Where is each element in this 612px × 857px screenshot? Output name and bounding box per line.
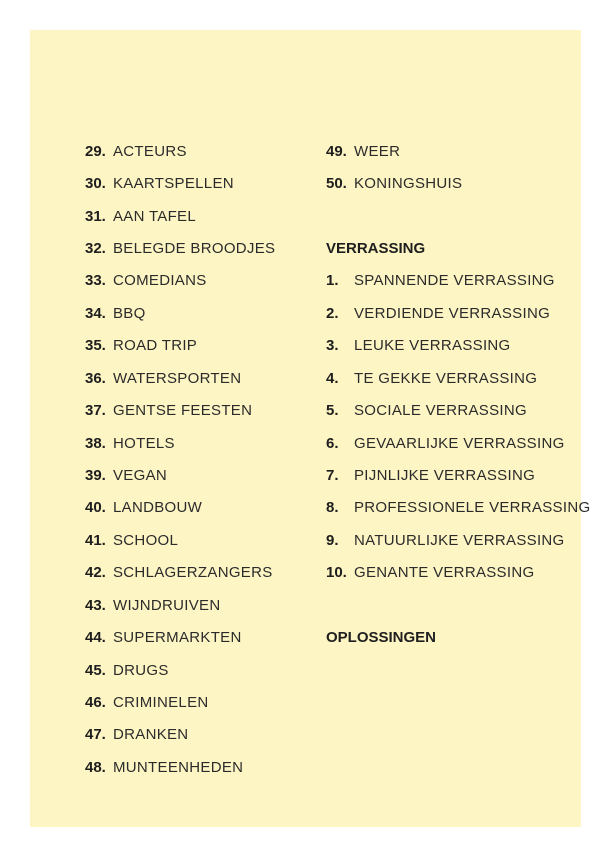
item-label: LANDBOUW	[113, 499, 203, 516]
item-label: GENANTE VERRASSING	[354, 564, 535, 581]
item-label: TE GEKKE VERRASSING	[354, 370, 538, 387]
list-item[interactable]	[85, 208, 196, 226]
list-item[interactable]	[85, 597, 220, 615]
list-item[interactable]	[326, 564, 534, 582]
item-label: PROFESSIONELE VERRASSING	[354, 499, 591, 516]
item-number: 38.	[85, 435, 106, 452]
list-item[interactable]	[85, 143, 187, 161]
item-number: 31.	[85, 208, 106, 225]
item-label: BELEGDE BROODJES	[113, 240, 276, 257]
list-item[interactable]	[85, 662, 169, 680]
list-item[interactable]	[85, 532, 178, 550]
item-number: 46.	[85, 694, 106, 711]
item-number: 6.	[326, 435, 339, 452]
list-item[interactable]	[326, 370, 537, 388]
item-label: HOTELS	[113, 435, 175, 452]
item-number: 9.	[326, 532, 339, 549]
item-label: COMEDIANS	[113, 272, 207, 289]
item-label: BBQ	[113, 305, 146, 322]
item-label: WEER	[354, 143, 401, 160]
item-label: DRUGS	[113, 662, 169, 679]
item-label: KAARTSPELLEN	[113, 175, 234, 192]
item-number: 45.	[85, 662, 106, 679]
item-number: 29.	[85, 143, 106, 160]
item-label: SCHOOL	[113, 532, 179, 549]
item-number: 41.	[85, 532, 106, 549]
item-label: GENTSE FEESTEN	[113, 402, 253, 419]
list-item[interactable]	[326, 272, 555, 290]
item-number: 43.	[85, 597, 106, 614]
item-label: SCHLAGERZANGERS	[113, 564, 273, 581]
item-label: SPANNENDE VERRASSING	[354, 272, 555, 289]
item-number: 49.	[326, 143, 347, 160]
item-label: VEGAN	[113, 467, 168, 484]
list-item[interactable]	[85, 499, 202, 517]
item-label: NATUURLIJKE VERRASSING	[354, 532, 565, 549]
list-item[interactable]	[85, 759, 243, 777]
item-label: ROAD TRIP	[113, 337, 198, 354]
list-item[interactable]	[85, 175, 234, 193]
item-number: 3.	[326, 337, 339, 354]
list-item[interactable]	[85, 564, 273, 582]
item-label: PIJNLIJKE VERRASSING	[354, 467, 536, 484]
list-item[interactable]	[326, 305, 550, 323]
list-item[interactable]	[85, 629, 242, 647]
item-label: WIJNDRUIVEN	[113, 597, 221, 614]
item-number: 50.	[326, 175, 347, 192]
page	[30, 30, 591, 827]
item-number: 47.	[85, 726, 106, 743]
list-item[interactable]	[85, 305, 146, 323]
section-heading-oplossingen[interactable]: OPLOSSINGEN	[326, 629, 437, 646]
list-item[interactable]	[85, 402, 252, 420]
item-number: 36.	[85, 370, 106, 387]
list-item[interactable]	[326, 499, 590, 517]
item-label: CRIMINELEN	[113, 694, 209, 711]
item-number: 37.	[85, 402, 106, 419]
list-item[interactable]	[85, 435, 175, 453]
item-number: 39.	[85, 467, 106, 484]
list-item[interactable]	[85, 370, 241, 388]
item-number: 4.	[326, 370, 339, 387]
item-label: SUPERMARKTEN	[113, 629, 242, 646]
item-number: 7.	[326, 467, 339, 484]
item-label: WATERSPORTEN	[113, 370, 242, 387]
item-label: MUNTEENHEDEN	[113, 759, 244, 776]
item-number: 48.	[85, 759, 106, 776]
item-number: 42.	[85, 564, 106, 581]
list-item[interactable]	[326, 435, 565, 453]
item-number: 40.	[85, 499, 106, 516]
item-number: 5.	[326, 402, 339, 419]
item-label: GEVAARLIJKE VERRASSING	[354, 435, 565, 452]
list-item[interactable]	[326, 337, 511, 355]
item-label: DRANKEN	[113, 726, 189, 743]
list-item[interactable]	[85, 337, 197, 355]
item-number: 33.	[85, 272, 106, 289]
list-item[interactable]	[85, 694, 209, 712]
item-label: AAN TAFEL	[113, 208, 197, 225]
list-item[interactable]	[326, 402, 527, 420]
item-number: 35.	[85, 337, 106, 354]
item-number: 44.	[85, 629, 106, 646]
list-item[interactable]	[85, 272, 207, 290]
list-item[interactable]	[85, 240, 275, 258]
item-label: VERDIENDE VERRASSING	[354, 305, 551, 322]
item-label: SOCIALE VERRASSING	[354, 402, 527, 419]
list-item[interactable]	[85, 726, 188, 744]
list-item[interactable]	[326, 532, 565, 550]
item-number: 30.	[85, 175, 106, 192]
item-label: KONINGSHUIS	[354, 175, 463, 192]
item-number: 32.	[85, 240, 106, 257]
item-label: ACTEURS	[113, 143, 187, 160]
item-number: 34.	[85, 305, 106, 322]
list-item[interactable]	[326, 467, 535, 485]
item-number: 10.	[326, 564, 347, 581]
item-number: 2.	[326, 305, 339, 322]
item-label: LEUKE VERRASSING	[354, 337, 511, 354]
item-number: 8.	[326, 499, 339, 516]
list-item[interactable]	[85, 467, 167, 485]
list-item[interactable]	[326, 175, 462, 193]
section-heading-verrassing: VERRASSING	[326, 240, 426, 257]
list-item[interactable]	[326, 143, 400, 161]
item-number: 1.	[326, 272, 339, 289]
